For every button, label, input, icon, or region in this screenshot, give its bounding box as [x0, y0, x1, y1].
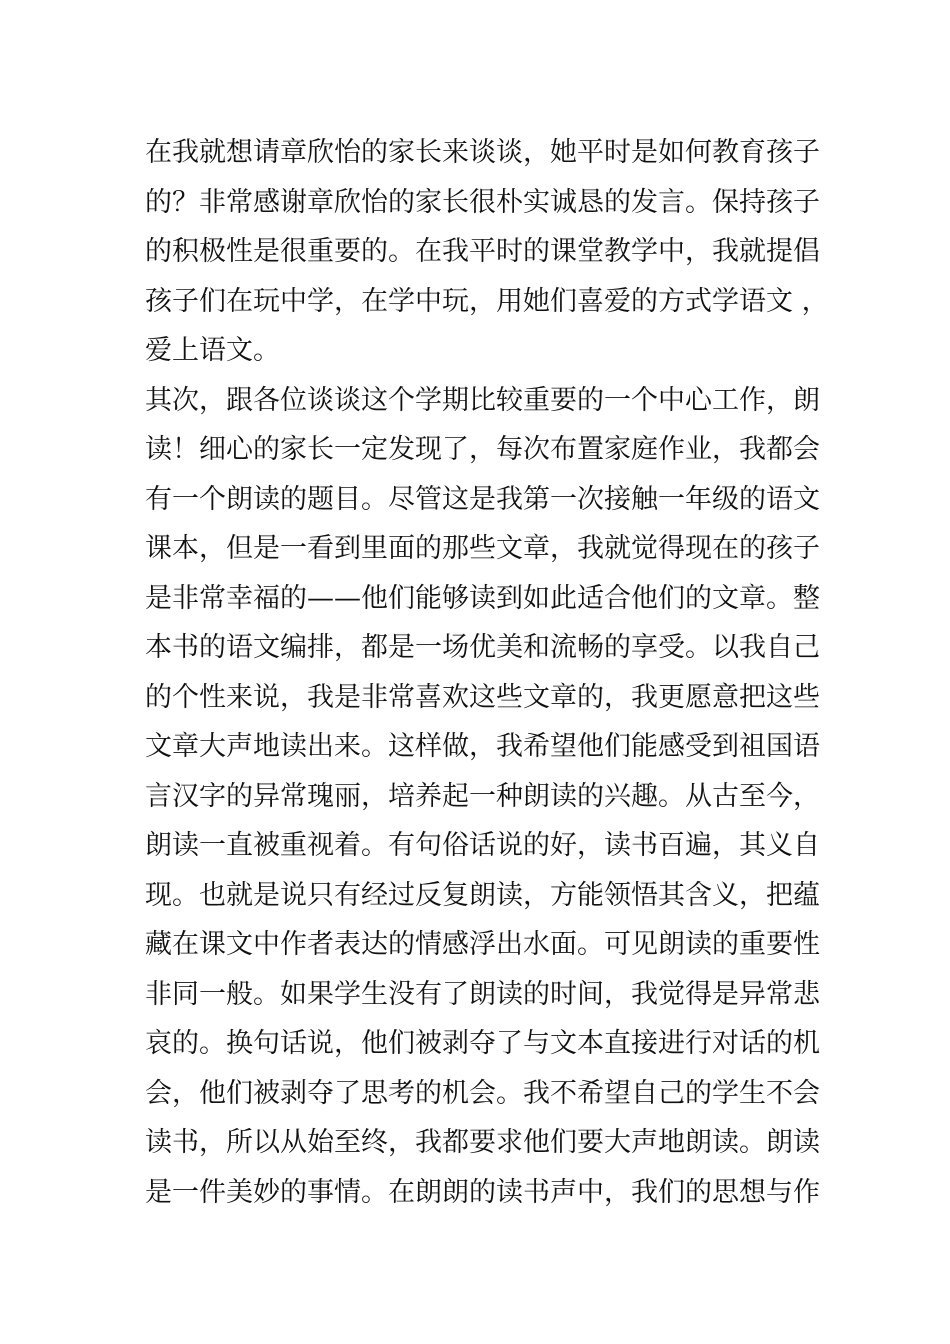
text-line: 文章大声地读出来。这样做，我希望他们能感受到祖国语: [145, 731, 820, 762]
text-line: 的个性来说，我是非常喜欢这些文章的，我更愿意把这些: [145, 681, 820, 713]
text-line: 哀的。换句话说，他们被剥夺了与文本直接进行对话的机: [145, 1028, 820, 1059]
text-line: 孩子们在玩中学，在学中玩，用她们喜爱的方式学语文 ，: [145, 285, 829, 317]
text-line: 的？非常感谢章欣怡的家长很朴实诚恳的发言。保持孩子: [145, 186, 820, 218]
text-line: 朗读一直被重视着。有句俗话说的好，读书百遍，其义自: [145, 830, 820, 861]
body-text: [145, 128, 829, 1217]
text-line: 读！细心的家长一定发现了，每次布置家庭作业，我都会: [145, 434, 820, 465]
text-line: 藏在课文中作者表达的情感浮出水面。可见朗读的重要性: [145, 929, 820, 960]
text-line: 课本，但是一看到里面的那些文章，我就觉得现在的孩子: [145, 533, 820, 564]
text-line: 是一件美妙的事情。在朗朗的读书声中，我们的思想与作: [145, 1176, 820, 1208]
text-line: 本书的语文编排，都是一场优美和流畅的享受。以我自己: [145, 632, 820, 663]
text-line: 的积极性是很重要的。在我平时的课堂教学中，我就提倡: [145, 236, 820, 267]
text-line: 其次，跟各位谈谈这个学期比较重要的一个中心工作，朗: [145, 384, 820, 416]
text-line: 现。也就是说只有经过反复朗读，方能领悟其含义，把蕴: [145, 879, 820, 911]
text-line: 是非常幸福的——他们能够读到如此适合他们的文章。整: [145, 582, 820, 614]
text-line: 读书，所以从始至终，我都要求他们要大声地朗读。朗读: [145, 1127, 820, 1158]
text-line: 有一个朗读的题目。尽管这是我第一次接触一年级的语文: [145, 483, 820, 515]
text-line: 会，他们被剥夺了思考的机会。我不希望自己的学生不会: [145, 1077, 820, 1109]
text-line: 爱上语文。: [145, 335, 280, 366]
text-line: 言汉字的异常瑰丽，培养起一种朗读的兴趣。从古至今，: [145, 780, 820, 812]
text-line: 非同一般。如果学生没有了朗读的时间，我觉得是异常悲: [145, 978, 820, 1010]
text-line: 在我就想请章欣怡的家长来谈谈，她平时是如何教育孩子: [145, 137, 820, 168]
